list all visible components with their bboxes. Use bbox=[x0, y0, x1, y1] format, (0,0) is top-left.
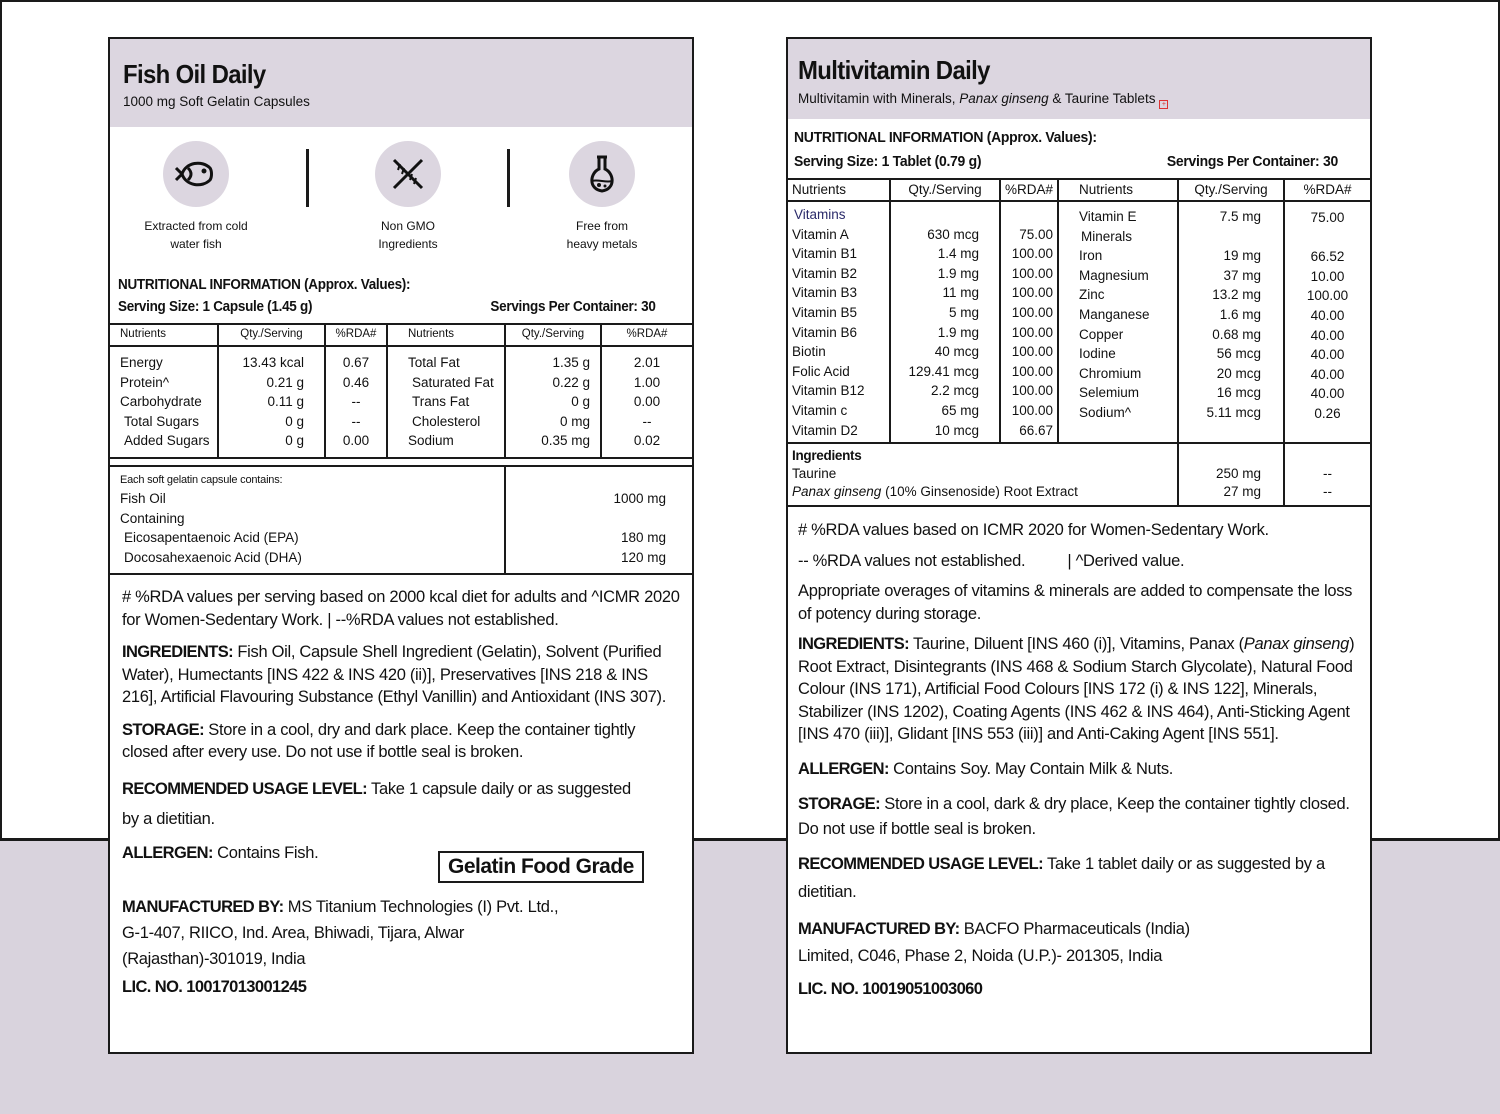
multivitamin-title: Multivitamin Daily bbox=[798, 55, 990, 85]
capsule-header: Each soft gelatin capsule contains: bbox=[120, 473, 283, 486]
table-header-row: Nutrients Qty./Serving %RDA# Nutrients Qty./Serving %RDA# bbox=[110, 324, 692, 346]
multivitamin-header bbox=[788, 39, 1370, 119]
allergen: ALLERGEN: Contains Fish. bbox=[122, 843, 319, 862]
serving-row bbox=[794, 153, 1370, 170]
icon-caption: Extracted from cold water fish bbox=[144, 219, 248, 251]
table-header-row: Nutrients Qty./Serving %RDA# Nutrients Qty./Serving %RDA# bbox=[788, 179, 1370, 201]
multivitamin-notes bbox=[788, 507, 1370, 1001]
icon-caption: Non GMO Ingredients bbox=[378, 219, 438, 251]
nutrition-title: NUTRITIONAL INFORMATION (Approx. Values): bbox=[118, 277, 411, 293]
servings-per-container: Servings Per Container: 30 bbox=[490, 299, 656, 315]
license-number: LIC. NO. 10019051003060 bbox=[798, 980, 983, 999]
multivitamin-label bbox=[786, 37, 1372, 1054]
rda-legend: -- %RDA values not established. | ^Derived value. bbox=[798, 551, 1185, 570]
serving-size: Serving Size: 1 Tablet (0.79 g) bbox=[794, 153, 982, 170]
gelatin-badge: Gelatin Food Grade bbox=[438, 851, 644, 883]
icon-heavy-metals bbox=[522, 141, 682, 253]
ingredients: INGREDIENTS: Fish Oil, Capsule Shell Ingredient (Gelatin), Solvent (Purified Water), Humectants [INS 422 & INS 420 (ii)], Preservatives [INS 218 & INS 216], Artificial Flavouring Substance (Ethyl Vanillin) and Antioxidant (INS 307). bbox=[122, 643, 667, 707]
table-body: Energy Protein^ Carbohydrate Total Sugars Added Sugars 13.43 kcal 0.21 g 0.11 g 0 g 0 g 0.67 0.46 -- -- 0.00 Total Fat Saturated Fat Trans Fat Cholesterol Sodium 1.35 g 0.22 g 0 g 0 mg 0.35 mg 2.01 1.00 0.00 -- 0.02 bbox=[110, 346, 692, 458]
manufacturer: MANUFACTURED BY: BACFO Pharmaceuticals (India) Limited, C046, Phase 2, Noida (U.P.)- 201305, India bbox=[798, 920, 1190, 966]
vitamins-heading: Vitamins bbox=[794, 207, 846, 222]
serving-row bbox=[118, 299, 692, 315]
icon-caption: Free from heavy metals bbox=[566, 219, 638, 251]
usage: RECOMMENDED USAGE LEVEL: Take 1 tablet daily or as suggested by a dietitian. bbox=[798, 855, 1325, 902]
nutrition-title: NUTRITIONAL INFORMATION (Approx. Values): bbox=[794, 129, 1097, 146]
allergen: ALLERGEN: Contains Soy. May Contain Milk & Nuts. bbox=[798, 759, 1174, 778]
flask-icon bbox=[569, 141, 635, 207]
fish-nutrition-table bbox=[110, 323, 692, 459]
veg-mark-icon: + bbox=[1159, 100, 1168, 109]
icon-cold-water bbox=[116, 141, 276, 253]
fish-oil-icons bbox=[110, 127, 692, 277]
manufacturer: MANUFACTURED BY: MS Titanium Technologies (I) Pvt. Ltd., G-1-407, RIICO, Ind. Area, Bhiwadi, Tijara, Alwar (Rajasthan)-301019, India bbox=[122, 897, 559, 968]
rda-note: # %RDA values per serving based on 2000 kcal diet for adults and ^ICMR 2020 for Women-Sedentary Work. | --%RDA values not established. bbox=[122, 588, 680, 629]
multivitamin-nutrition-table bbox=[788, 178, 1370, 442]
fish-oil-notes bbox=[110, 575, 692, 998]
table-body: Vitamins Vitamin A Vitamin B1 Vitamin B2 Vitamin B3 Vitamin B5 Vitamin B6 Biotin Folic Acid Vitamin B12 Vitamin c Vitamin D2 630 mcg 1.4 mg 1.9 mg 11 mg 5 mg 1.9 mg 40 mcg 129.41 mcg 2.2 mcg 65 mg 10 mcg 75.00 100.00 100.00 100.00 100.00 100.00 100.00 100.00 100.00 100.00 66.67 Vitamin E Minerals Iron Magnesium Zinc Manganese Copper Iodine Chromium Selemium Sodium^ 7.5 mg 19 mg 37 mg 13.2 mg 1.6 mg 0.68 mg 56 mcg 20 mcg 16 mcg 5.11 mcg 75.00 66.52 10.00 100.00 40.00 40.00 40.00 40.00 40.00 0.26 bbox=[788, 201, 1370, 442]
storage: STORAGE: Store in a cool, dark & dry place, Keep the container tightly closed. Do not use if bottle seal is broken. bbox=[798, 795, 1350, 839]
divider bbox=[507, 149, 510, 207]
capsule-contents-table: Each soft gelatin capsule contains: Fish Oil Containing Eicosapentaenoic Acid (EPA) Docosahexaenoic Acid (DHA) 1000 mg 180 mg 120 mg bbox=[110, 465, 692, 575]
fish-oil-subtitle: 1000 mg Soft Gelatin Capsules bbox=[123, 94, 310, 109]
fish-icon bbox=[163, 141, 229, 207]
license-number: LIC. NO. 10017013001245 bbox=[122, 977, 307, 996]
servings-per-container: Servings Per Container: 30 bbox=[1166, 153, 1338, 170]
fish-oil-header bbox=[110, 39, 692, 127]
serving-size: Serving Size: 1 Capsule (1.45 g) bbox=[118, 299, 313, 315]
overages-note: Appropriate overages of vitamins & minerals are added to compensate the loss of potency during storage. bbox=[798, 582, 1353, 623]
multivitamin-subtitle: Multivitamin with Minerals, Panax ginseng & Taurine Tablets + bbox=[798, 91, 1370, 109]
multivitamin-ingredients-table: Ingredients Taurine Panax ginseng (10% Ginsenoside) Root Extract 250 mg 27 mg -- -- bbox=[788, 442, 1370, 507]
minerals-heading: Minerals bbox=[1081, 228, 1133, 244]
divider bbox=[306, 149, 309, 207]
ingredients: INGREDIENTS: Taurine, Diluent [INS 460 (i)], Vitamins, Panax (Panax ginseng) Root Extract, Disintegrants (INS 468 & Sodium Starch Glycolate), Natural Food Colour (INS 171), Artificial Food Colours [INS 172 (i) & INS 122], Minerals, Stabilizer (INS 1202), Coating Agents (INS 462 & INS 464), Anti-Sticking Agent [INS 470 (iii)], Glidant [INS 553 (iii)] and Anti-Caking Agent [INS 551]. bbox=[798, 635, 1355, 744]
ingredients-heading: Ingredients bbox=[792, 448, 862, 464]
storage: STORAGE: Store in a cool, dry and dark place. Keep the container tightly closed after every use. Do not use if bottle seal is broken. bbox=[122, 720, 636, 762]
fish-oil-title: Fish Oil Daily bbox=[123, 59, 266, 89]
fish-oil-label bbox=[108, 37, 694, 1054]
icon-non-gmo bbox=[328, 141, 488, 253]
rda-note: # %RDA values based on ICMR 2020 for Women-Sedentary Work. bbox=[798, 521, 1269, 540]
dna-icon bbox=[375, 141, 441, 207]
usage: RECOMMENDED USAGE LEVEL: Take 1 capsule daily or as suggested by a dietitian. bbox=[122, 779, 631, 828]
